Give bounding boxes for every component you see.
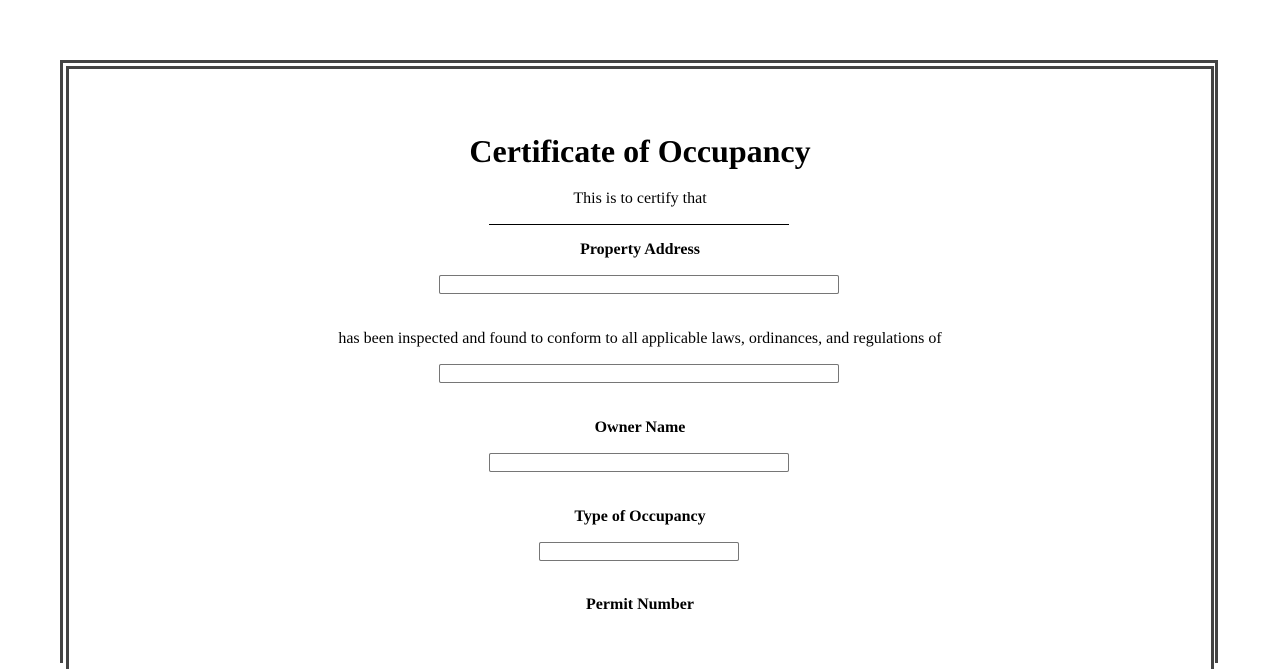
owner-name-input[interactable] [489, 453, 789, 472]
certify-underline [489, 224, 789, 225]
occupancy-type-input[interactable] [539, 542, 739, 561]
permit-number-label: Permit Number [586, 596, 694, 613]
occupancy-type-label: Type of Occupancy [574, 508, 706, 525]
conformance-text: has been inspected and found to conform to all applicable laws, ordinances, and regulations of [338, 330, 942, 347]
jurisdiction-input[interactable] [439, 364, 839, 383]
property-address-input[interactable] [439, 275, 839, 294]
certificate-title: Certificate of Occupancy [469, 133, 811, 169]
owner-name-label: Owner Name [594, 419, 686, 436]
certify-intro-text: This is to certify that [573, 190, 707, 207]
property-address-label: Property Address [580, 241, 700, 258]
